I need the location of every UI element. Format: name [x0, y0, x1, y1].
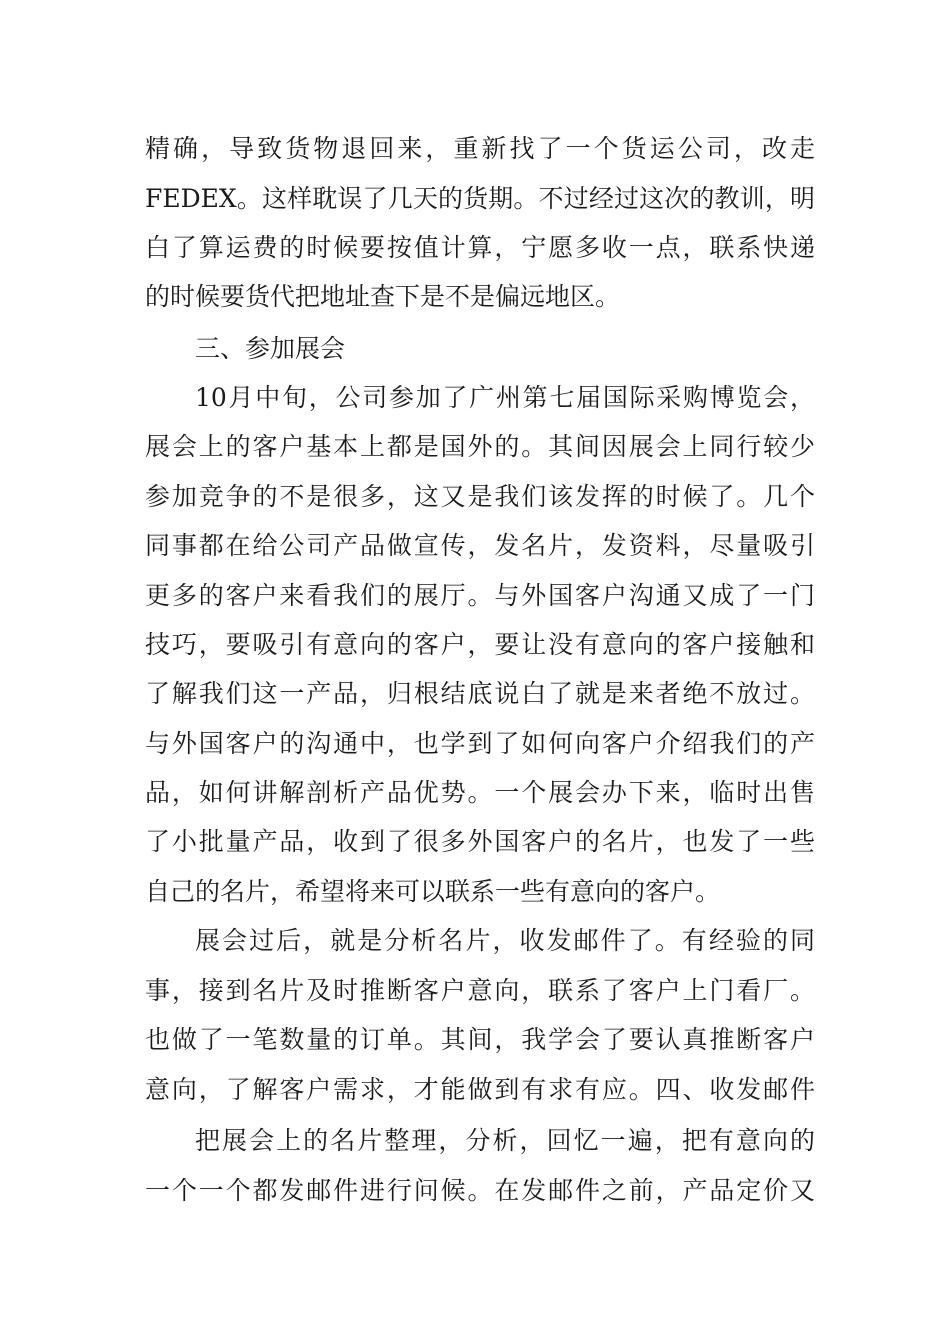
text-line: 精确，导致货物退回来，重新找了一个货运公司，改走: [145, 134, 815, 163]
text-line: 事，接到名片及时推断客户意向，联系了客户上门看厂。: [145, 976, 815, 1005]
text-line: 了小批量产品，收到了很多外国客户的名片，也发了一些: [145, 827, 815, 856]
text-line: 展会过后，就是分析名片，收发邮件了。有经验的同: [195, 926, 815, 955]
text-line: 品，如何讲解剖析产品优势。一个展会办下来，临时出售: [145, 778, 815, 807]
text-line: 与外国客户的沟通中，也学到了如何向客户介绍我们的产: [145, 729, 815, 758]
text-line: 同事都在给公司产品做宣传，发名片，发资料，尽量吸引: [145, 531, 815, 560]
text-line: 白了算运费的时候要按值计算，宁愿多收一点，联系快递: [145, 233, 815, 262]
text-line: 参加竞争的不是很多，这又是我们该发挥的时候了。几个: [145, 482, 815, 511]
text-line: 把展会上的名片整理，分析，回忆一遍，把有意向的: [195, 1126, 815, 1155]
text-line: 展会上的客户基本上都是国外的。其间因展会上同行较少: [145, 432, 815, 461]
text-line: 技巧，要吸引有意向的客户，要让没有意向的客户接触和: [145, 630, 815, 659]
text-line: 也做了一笔数量的订单。其间，我学会了要认真推断客户: [145, 1025, 815, 1054]
text-line: 10月中旬，公司参加了广州第七届国际采购博览会，: [195, 383, 815, 412]
section-heading: 三、参加展会: [195, 334, 346, 363]
text-line: 的时候要货代把地址查下是不是偏远地区。: [145, 282, 621, 311]
text-line: 意向，了解客户需求，才能做到有求有应。四、收发邮件: [145, 1075, 815, 1104]
text-line: 更多的客户来看我们的展厅。与外国客户沟通又成了一门: [145, 581, 815, 610]
text-line: 一个一个都发邮件进行问候。在发邮件之前，产品定价又: [145, 1176, 815, 1205]
text-line: 自己的名片，希望将来可以联系一些有意向的客户。: [145, 877, 721, 906]
text-line: 了解我们这一产品，归根结底说白了就是来者绝不放过。: [145, 679, 815, 708]
text-line: FEDEX。这样耽误了几天的货期。不过经过这次的教训，明: [145, 184, 815, 213]
